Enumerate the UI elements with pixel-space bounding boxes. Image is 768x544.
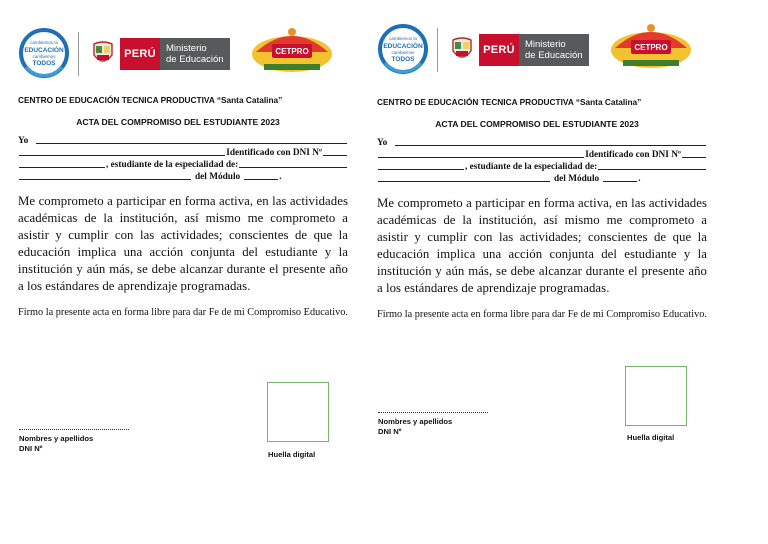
badge-text-3: cambiemos bbox=[32, 54, 56, 59]
field-especialidad-label: , estudiante de la especialidad de: bbox=[106, 160, 239, 170]
field-dni-row bbox=[18, 147, 348, 159]
acta-card-right bbox=[377, 20, 707, 321]
logo-header bbox=[18, 24, 348, 84]
field-dni-row bbox=[377, 149, 707, 161]
badge-text-1: cambiemos la bbox=[30, 40, 58, 45]
cetpro-santa-catalina-logo bbox=[246, 24, 338, 78]
acta-card-left bbox=[18, 24, 348, 319]
acta-title: ACTA DEL COMPROMISO DEL ESTUDIANTE 2023 bbox=[435, 119, 639, 129]
ministerio-line2: de Educación bbox=[166, 54, 224, 65]
minedu-logo bbox=[90, 38, 230, 70]
especialidad-blank[interactable] bbox=[239, 167, 347, 168]
fingerprint-label-left: Huella digital bbox=[268, 450, 316, 459]
modulo-blank[interactable] bbox=[244, 179, 278, 180]
ministerio-label bbox=[160, 38, 230, 70]
field-especialidad-row bbox=[377, 161, 707, 173]
cetpro-santa-catalina-logo bbox=[605, 20, 697, 74]
field-end: . bbox=[279, 172, 282, 182]
badge-text-3: cambiemos bbox=[391, 50, 415, 55]
field-yo-label: Yo bbox=[18, 136, 29, 146]
field-yo-label: Yo bbox=[377, 138, 388, 148]
signature-line[interactable] bbox=[378, 412, 488, 413]
fingerprint-label-right: Huella digital bbox=[627, 433, 675, 442]
signature-block-right bbox=[378, 412, 488, 437]
cetpro-text: CETPRO bbox=[275, 47, 309, 56]
field-modulo-label: del Módulo bbox=[195, 172, 241, 182]
badge-text-2: EDUCACIÓN bbox=[24, 47, 64, 54]
dni-blank[interactable] bbox=[323, 155, 347, 156]
field-end: . bbox=[638, 174, 641, 184]
field-dni-label: Identificado con DNI Nº bbox=[585, 150, 681, 160]
signature-dni-label: DNI Nº bbox=[378, 427, 402, 436]
cambiemos-educacion-logo bbox=[18, 27, 70, 79]
field-especialidad-label: , estudiante de la especialidad de: bbox=[465, 162, 598, 172]
field-modulo-label: del Módulo bbox=[554, 174, 600, 184]
name-blank-cont[interactable] bbox=[378, 157, 584, 158]
minedu-logo bbox=[449, 34, 589, 66]
badge-text-2: EDUCACIÓN bbox=[383, 43, 423, 50]
divider bbox=[78, 32, 79, 76]
especialidad-blank-cont[interactable] bbox=[19, 179, 191, 180]
badge-text-4: TODOS bbox=[391, 56, 415, 63]
name-blank-cont[interactable] bbox=[19, 155, 225, 156]
especialidad-blank[interactable] bbox=[598, 169, 706, 170]
divider bbox=[437, 28, 438, 72]
ministerio-label bbox=[519, 34, 589, 66]
signature-dni-label: DNI Nº bbox=[19, 444, 43, 453]
dni-blank[interactable] bbox=[682, 157, 706, 158]
coat-of-arms-icon bbox=[90, 40, 116, 68]
field-especialidad-row bbox=[18, 159, 348, 171]
signature-name-label: Nombres y apellidos bbox=[19, 434, 94, 443]
dni-blank-cont[interactable] bbox=[19, 167, 105, 168]
peru-label: PERÚ bbox=[120, 38, 160, 70]
badge-text-1: cambiemos la bbox=[389, 36, 417, 41]
institution-name: CENTRO DE EDUCACIÓN TECNICA PRODUCTIVA “Santa Catalina” bbox=[18, 95, 283, 105]
signature-name-label: Nombres y apellidos bbox=[378, 417, 453, 426]
field-modulo-row bbox=[377, 173, 707, 185]
cetpro-text: CETPRO bbox=[634, 43, 668, 52]
firmo-statement: Firmo la presente acta en forma libre para dar Fe de mi Compromiso Educativo. bbox=[18, 306, 348, 318]
commitment-paragraph: Me comprometo a participar en forma activa, en las actividades académicas de la institución, así mismo me comprometo a asistir y cumplir con las actividades; conscientes de que la educación implica una acción conjunta del estudiante y la institución y aún más, se debe alcanzar durante el presente año a los estándares de aprendizaje programadas. bbox=[377, 196, 707, 296]
field-yo-row bbox=[18, 135, 348, 147]
ministerio-line2: de Educación bbox=[525, 50, 583, 61]
firmo-statement: Firmo la presente acta en forma libre para dar Fe de mi Compromiso Educativo. bbox=[377, 308, 707, 320]
signature-line[interactable] bbox=[19, 429, 129, 430]
peru-label: PERÚ bbox=[479, 34, 519, 66]
institution-name: CENTRO DE EDUCACIÓN TECNICA PRODUCTIVA “Santa Catalina” bbox=[377, 97, 642, 107]
ministerio-line1: Ministerio bbox=[525, 39, 566, 50]
modulo-blank[interactable] bbox=[603, 181, 637, 182]
especialidad-blank-cont[interactable] bbox=[378, 181, 550, 182]
signature-block-left bbox=[19, 429, 129, 454]
dni-blank-cont[interactable] bbox=[378, 169, 464, 170]
field-dni-label: Identificado con DNI Nº bbox=[226, 148, 322, 158]
field-modulo-row bbox=[18, 171, 348, 183]
field-yo-row bbox=[377, 137, 707, 149]
acta-title: ACTA DEL COMPROMISO DEL ESTUDIANTE 2023 bbox=[76, 117, 280, 127]
badge-text-4: TODOS bbox=[32, 60, 56, 67]
name-blank[interactable] bbox=[395, 145, 706, 146]
commitment-paragraph: Me comprometo a participar en forma activa, en las actividades académicas de la institución, así mismo me comprometo a asistir y cumplir con las actividades; conscientes de que la educación implica una acción conjunta del estudiante y la institución y aún más, se debe alcanzar durante el presente año a los estándares de aprendizaje programadas. bbox=[18, 194, 348, 294]
fingerprint-box-left[interactable] bbox=[267, 382, 329, 442]
name-blank[interactable] bbox=[36, 143, 347, 144]
student-fields bbox=[377, 137, 707, 185]
coat-of-arms-icon bbox=[449, 36, 475, 64]
student-fields bbox=[18, 135, 348, 183]
ministerio-line1: Ministerio bbox=[166, 43, 207, 54]
cambiemos-educacion-logo bbox=[377, 23, 429, 75]
logo-header bbox=[377, 20, 707, 80]
fingerprint-box-right[interactable] bbox=[625, 366, 687, 426]
